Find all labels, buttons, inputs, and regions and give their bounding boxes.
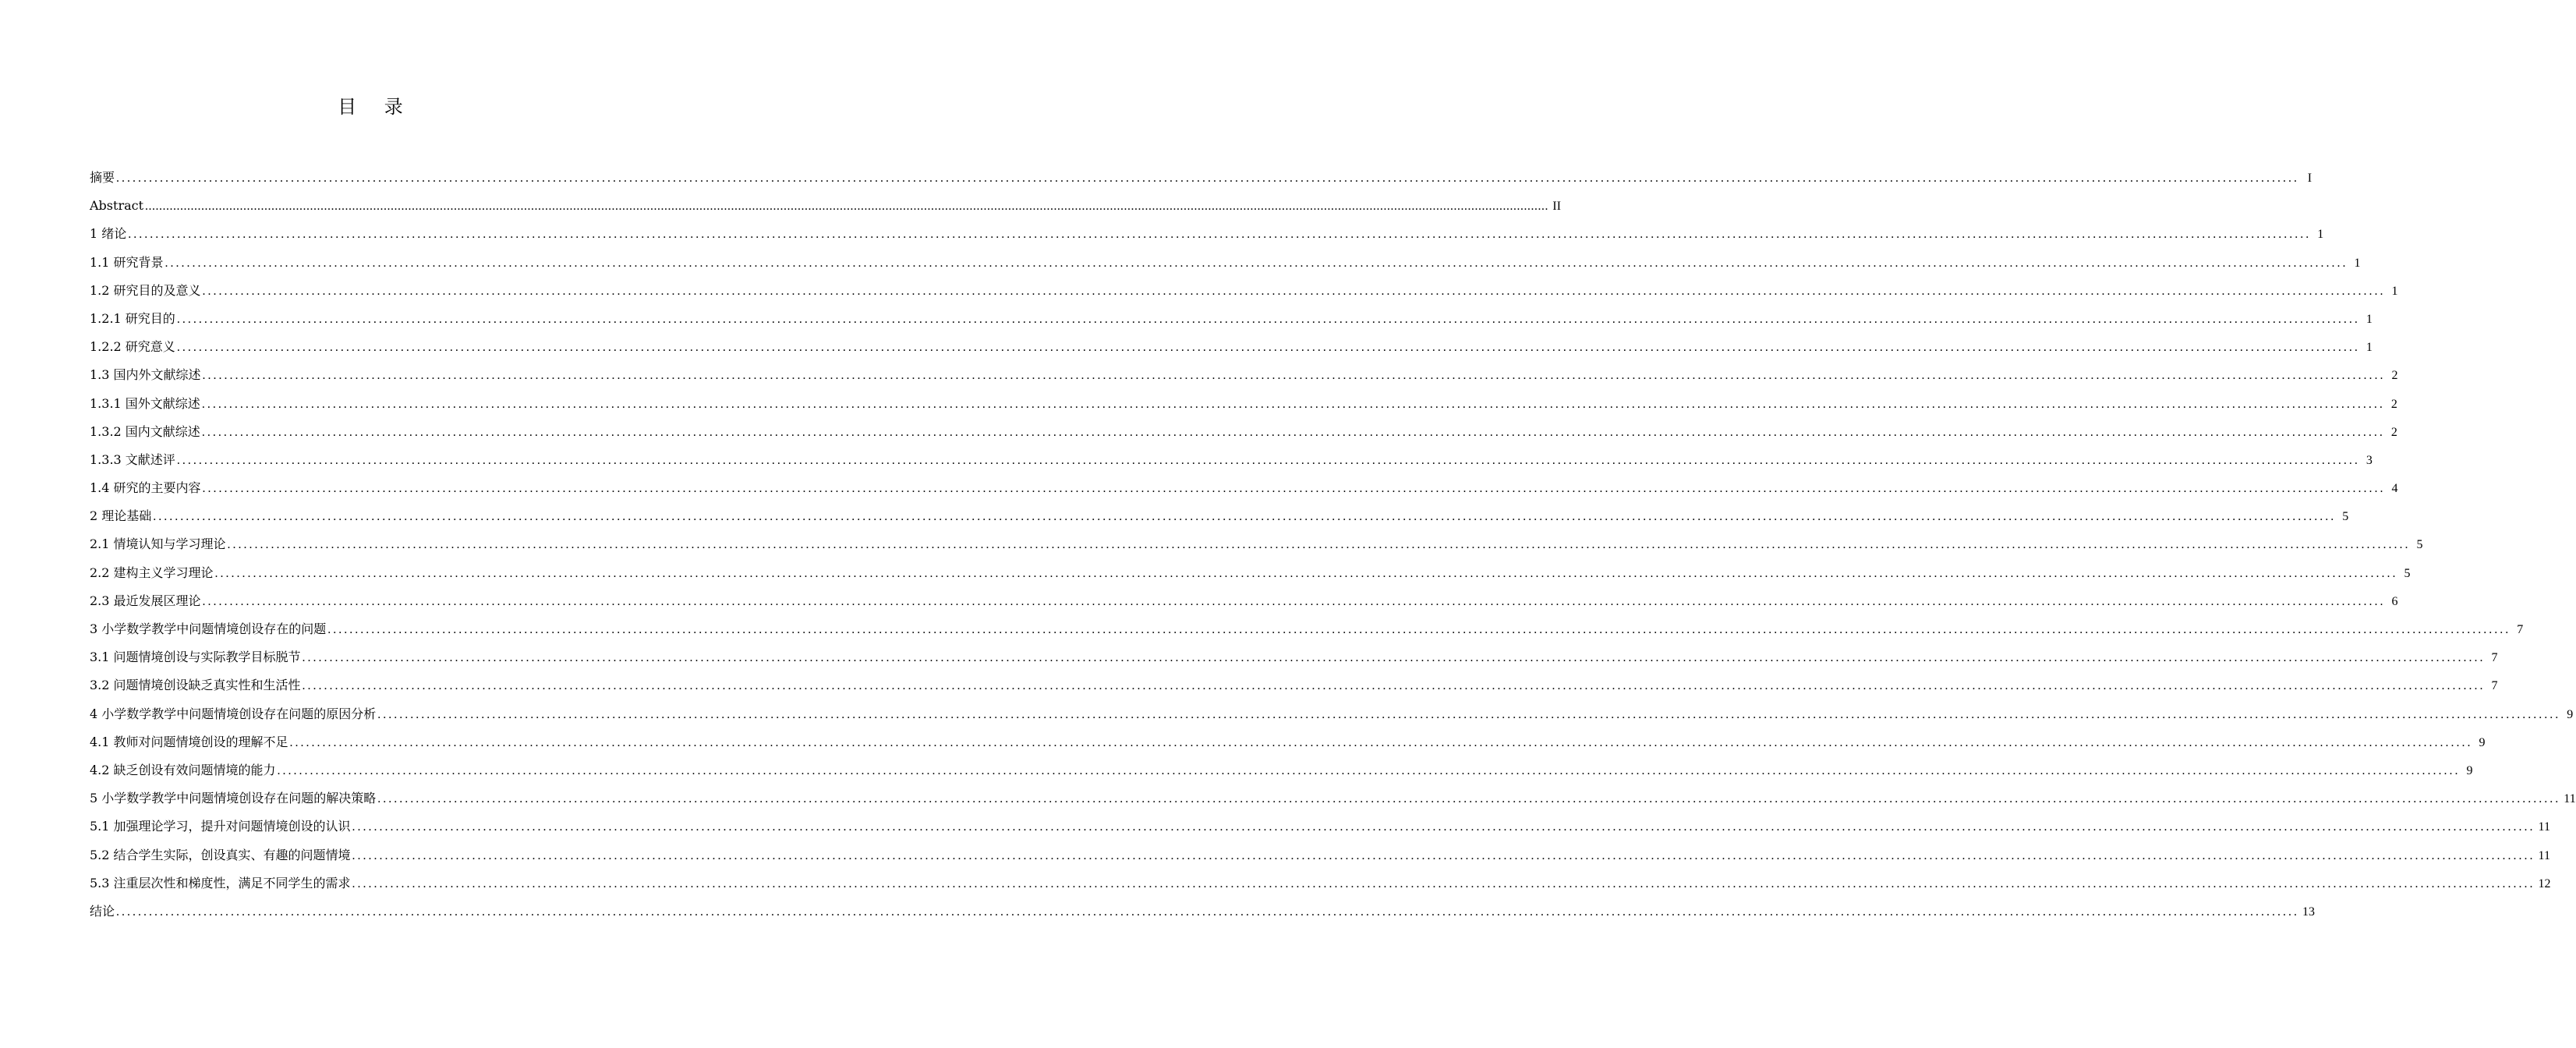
toc-entry[interactable] xyxy=(90,164,2312,192)
toc-entry-label: 1.2.2 研究意义 xyxy=(90,339,175,355)
dot-leader: ................................................................................................................................................................................................................................................................................................................................................................................................................ xyxy=(145,200,1549,214)
dot-leader: ................................................................................................................................................................................................................................................................................................................................................................................................................ xyxy=(116,172,2300,185)
dot-leader: ................................................................................................................................................................................................................................................................................................................................................................................................................ xyxy=(377,707,2561,721)
toc-entry[interactable] xyxy=(90,192,1562,220)
toc-entry-label: 2.1 情境认知与学习理论 xyxy=(90,536,226,552)
toc-entry-page-number: 1 xyxy=(2365,312,2373,326)
toc-entry-label: 2.3 最近发展区理论 xyxy=(90,593,201,608)
toc-entry-label: 3.1 问题情境创设与实际教学目标脱节 xyxy=(90,650,301,665)
dot-leader: ................................................................................................................................................................................................................................................................................................................................................................................................................ xyxy=(327,623,2511,636)
toc-entry-page-number: 12 xyxy=(2538,876,2551,890)
dot-leader: ................................................................................................................................................................................................................................................................................................................................................................................................................ xyxy=(352,848,2535,862)
toc-entry-page-number: 6 xyxy=(2391,594,2398,608)
dot-leader: ................................................................................................................................................................................................................................................................................................................................................................................................................ xyxy=(202,482,2386,496)
toc-entry-page-number: 13 xyxy=(2302,905,2316,919)
toc-entry-page-number: 9 xyxy=(2567,707,2574,721)
toc-entry-page-number: 2 xyxy=(2390,397,2397,411)
dot-leader: ................................................................................................................................................................................................................................................................................................................................................................................................................ xyxy=(128,228,2312,242)
dot-leader: ................................................................................................................................................................................................................................................................................................................................................................................................................ xyxy=(176,341,2360,355)
dot-leader: ................................................................................................................................................................................................................................................................................................................................................................................................................ xyxy=(302,651,2486,665)
toc-entry-label: 1.3.2 国内文献综述 xyxy=(90,423,200,439)
toc-entry-page-number: 11 xyxy=(2538,848,2550,862)
toc-entry-page-number: 11 xyxy=(2564,792,2576,806)
toc-entry-label: 5.1 加强理论学习，提升对问题情境创设的认识 xyxy=(90,819,351,834)
toc-entry[interactable] xyxy=(90,841,2550,869)
toc-entry-label: 3 小学数学教学中问题情境创设存在的问题 xyxy=(90,621,327,636)
toc-entry[interactable] xyxy=(90,502,2349,530)
dot-leader: ................................................................................................................................................................................................................................................................................................................................................................................................................ xyxy=(176,453,2360,467)
dot-leader: ................................................................................................................................................................................................................................................................................................................................................................................................................ xyxy=(277,763,2461,777)
toc-entry[interactable] xyxy=(90,671,2498,699)
toc-entry[interactable] xyxy=(90,390,2397,418)
toc-entry-label: 2 理论基础 xyxy=(90,508,152,524)
toc-entry-page-number: 9 xyxy=(2479,735,2486,749)
toc-entry-label: 5 小学数学教学中问题情境创设存在问题的解决策略 xyxy=(90,791,377,806)
toc-entry-page-number: 3 xyxy=(2365,453,2373,467)
toc-entry-page-number: 11 xyxy=(2538,820,2550,834)
toc-entry-label: 1.2 研究目的及意义 xyxy=(90,282,201,298)
toc-entry-label: 1 绪论 xyxy=(90,226,127,242)
toc-entry-page-number: 2 xyxy=(2391,369,2398,383)
toc-entry-label: 2.2 建构主义学习理论 xyxy=(90,565,214,580)
toc-entry[interactable] xyxy=(90,361,2398,389)
toc-entry-label: 1.4 研究的主要内容 xyxy=(90,480,201,496)
toc-entry[interactable] xyxy=(90,559,2411,587)
toc-entry[interactable] xyxy=(90,530,2423,558)
toc-entry[interactable] xyxy=(90,277,2398,305)
toc-entry-label: 1.3.1 国外文献综述 xyxy=(90,395,200,411)
toc-entry-page-number: 1 xyxy=(2354,256,2361,270)
toc-entry-page-number: 2 xyxy=(2390,425,2397,439)
toc-entry[interactable] xyxy=(90,587,2398,615)
toc-entry[interactable] xyxy=(90,700,2574,728)
toc-entry[interactable] xyxy=(90,643,2498,671)
toc-entry[interactable] xyxy=(90,249,2361,277)
toc-entry-label: 4.2 缺乏创设有效问题情境的能力 xyxy=(90,762,276,777)
toc-list xyxy=(90,164,2576,926)
dot-leader: ................................................................................................................................................................................................................................................................................................................................................................................................................ xyxy=(289,735,2473,749)
toc-entry-page-number: 7 xyxy=(2517,623,2524,636)
dot-leader: ................................................................................................................................................................................................................................................................................................................................................................................................................ xyxy=(201,425,2385,439)
dot-leader: ................................................................................................................................................................................................................................................................................................................................................................................................................ xyxy=(302,679,2486,693)
dot-leader: ................................................................................................................................................................................................................................................................................................................................................................................................................ xyxy=(202,369,2386,383)
toc-entry[interactable] xyxy=(90,784,2576,813)
toc-entry-page-number: II xyxy=(1552,200,1562,214)
toc-entry[interactable] xyxy=(90,898,2316,926)
toc-entry-label: 5.2 结合学生实际，创设真实、有趣的问题情境 xyxy=(90,847,351,862)
toc-entry-page-number: 1 xyxy=(2317,228,2324,242)
toc-entry-label: 1.2.1 研究目的 xyxy=(90,310,175,326)
toc-entry[interactable] xyxy=(90,756,2473,784)
toc-entry-page-number: 5 xyxy=(2416,538,2423,552)
toc-entry-page-number: 5 xyxy=(2404,566,2411,580)
toc-entry-page-number: 7 xyxy=(2491,651,2498,665)
toc-entry[interactable] xyxy=(90,615,2524,643)
toc-entry-label: 3.2 问题情境创设缺乏真实性和生活性 xyxy=(90,678,301,693)
toc-entry-label: 1.3 国内外文献综述 xyxy=(90,367,201,383)
toc-entry-label: 1.3.3 文献述评 xyxy=(90,451,175,467)
dot-leader: ................................................................................................................................................................................................................................................................................................................................................................................................................ xyxy=(214,566,2398,580)
toc-entry[interactable] xyxy=(90,813,2550,841)
toc-entry[interactable] xyxy=(90,446,2373,474)
dot-leader: ................................................................................................................................................................................................................................................................................................................................................................................................................ xyxy=(202,594,2386,608)
toc-entry[interactable] xyxy=(90,418,2397,446)
toc-entry-label: 结论 xyxy=(90,903,115,919)
dot-leader: ................................................................................................................................................................................................................................................................................................................................................................................................................ xyxy=(165,256,2348,270)
dot-leader: ................................................................................................................................................................................................................................................................................................................................................................................................................ xyxy=(352,820,2535,834)
dot-leader: ................................................................................................................................................................................................................................................................................................................................................................................................................ xyxy=(352,876,2535,890)
toc-entry[interactable] xyxy=(90,220,2324,248)
toc-entry-page-number: 1 xyxy=(2391,284,2398,298)
toc-entry-page-number: 5 xyxy=(2342,510,2349,524)
dot-leader: ................................................................................................................................................................................................................................................................................................................................................................................................................ xyxy=(227,538,2411,552)
toc-entry-page-number: 7 xyxy=(2491,679,2498,693)
dot-leader: ................................................................................................................................................................................................................................................................................................................................................................................................................ xyxy=(153,510,2337,524)
toc-entry[interactable] xyxy=(90,333,2373,361)
toc-entry-label: 5.3 注重层次性和梯度性，满足不同学生的需求 xyxy=(90,875,351,890)
toc-entry-label: 4 小学数学教学中问题情境创设存在问题的原因分析 xyxy=(90,706,377,721)
toc-entry[interactable] xyxy=(90,474,2398,502)
toc-entry[interactable] xyxy=(90,869,2551,898)
toc-entry-page-number: 4 xyxy=(2391,482,2398,496)
dot-leader: ................................................................................................................................................................................................................................................................................................................................................................................................................ xyxy=(116,905,2300,919)
toc-entry-page-number: 1 xyxy=(2365,341,2373,355)
toc-title: 目 录 xyxy=(338,96,414,118)
toc-entry[interactable] xyxy=(90,305,2373,333)
toc-entry-page-number: 9 xyxy=(2466,763,2473,777)
toc-entry-label: 1.1 研究背景 xyxy=(90,254,164,270)
toc-entry-label: 摘要 xyxy=(90,170,115,185)
toc-entry[interactable] xyxy=(90,728,2486,756)
dot-leader: ................................................................................................................................................................................................................................................................................................................................................................................................................ xyxy=(202,284,2386,298)
dot-leader: ................................................................................................................................................................................................................................................................................................................................................................................................................ xyxy=(377,792,2561,806)
toc-entry-page-number: I xyxy=(2307,172,2312,185)
dot-leader: ................................................................................................................................................................................................................................................................................................................................................................................................................ xyxy=(201,397,2385,411)
toc-entry-label: Abstract xyxy=(90,198,144,214)
dot-leader: ................................................................................................................................................................................................................................................................................................................................................................................................................ xyxy=(176,312,2360,326)
toc-entry-label: 4.1 教师对问题情境创设的理解不足 xyxy=(90,734,288,749)
